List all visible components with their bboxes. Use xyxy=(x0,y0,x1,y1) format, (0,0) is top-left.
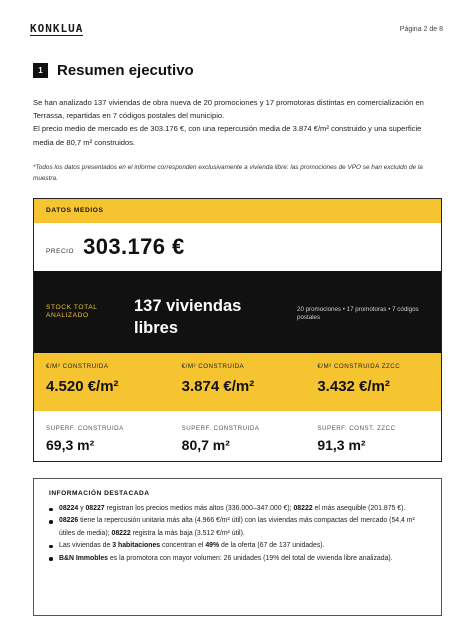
text-span: de la oferta (67 de 137 unidades). xyxy=(219,542,325,550)
stock-label: STOCK TOTAL ANALIZADO xyxy=(46,304,98,319)
section-title: Resumen ejecutivo xyxy=(57,62,194,79)
bold-span: 3 habitaciones xyxy=(112,542,161,550)
metric-value: 3.432 €/m² xyxy=(317,378,390,395)
sample-note: *Todos los datos presentados en el informe corresponden exclusivamente a vivienda libre: las promociones de VPO se han excluido de la muestra. xyxy=(33,164,423,182)
text-span: es la promotora con mayor volumen: 26 unidades (19% del total de vivienda libre analizada). xyxy=(108,554,393,562)
text-span: el más asequible (201.875 €). xyxy=(312,505,406,512)
highlights-list xyxy=(49,503,427,565)
stock-detail: 20 promociones • 17 promotoras • 7 códigos postales xyxy=(297,306,419,321)
intro-paragraph-2: El precio medio de mercado es de 303.176 €, con una repercusión media de 3.874 €/m² construido y una superficie media de 80,7 m² construidos. xyxy=(33,124,422,147)
list-item xyxy=(49,503,427,515)
surface-row xyxy=(34,411,441,461)
price-value: 303.176 € xyxy=(83,234,185,259)
section-number-badge: 1 xyxy=(33,63,48,78)
list-item xyxy=(49,540,427,552)
list-item xyxy=(49,553,427,565)
text-span: Las viviendas de xyxy=(59,542,113,550)
bold-span: 49% xyxy=(205,542,220,550)
postal-code: 08222 xyxy=(293,505,313,512)
stock-row xyxy=(34,271,441,353)
postal-code: 08227 xyxy=(85,505,105,512)
section-heading xyxy=(33,62,194,79)
area-value: 80,7 m² xyxy=(181,437,230,453)
text-span: registra la más baja (3.512 €/m² útil). xyxy=(130,529,245,537)
metric-value: 3.874 €/m² xyxy=(181,378,255,395)
list-item xyxy=(49,515,427,540)
postal-code: 08226 xyxy=(59,517,79,525)
postal-code: 08224 xyxy=(59,505,79,512)
company-logo: KONKLUA xyxy=(30,22,84,35)
text-span: tiene la repercusión unitaria más alta (4.966 €/m² útil) con las viviendas más compactas del mercado (54,4 m² útiles de media); xyxy=(59,517,415,537)
price-row xyxy=(34,223,441,271)
area-cell xyxy=(34,411,170,461)
highlighted-info-box xyxy=(33,478,442,616)
intro-paragraph-1: Se han analizado 137 viviendas de obra nueva de 20 promociones y 17 promotoras distintas en comercialización en Terrassa, repartidas en 7 códigos postales del municipio. xyxy=(33,98,424,121)
metric-label: €/M² CONSTRUIDA ZZCC xyxy=(317,363,401,370)
metric-cell xyxy=(34,353,170,411)
text-span: concentran el xyxy=(160,542,206,550)
area-cell xyxy=(170,411,306,461)
page-number: Página 2 de 8 xyxy=(399,26,443,33)
area-label: SUPERF. CONSTRUIDA xyxy=(46,425,124,432)
price-label: PRECIO xyxy=(46,248,75,255)
area-value: 91,3 m² xyxy=(317,437,366,453)
area-label: SUPERF. CONSTRUIDA xyxy=(181,425,260,432)
area-label: SUPERF. CONST. ZZCC xyxy=(317,425,396,432)
price-per-m2-row xyxy=(34,353,441,411)
stock-value: 137 viviendas libres xyxy=(134,297,242,337)
text-span: y xyxy=(78,505,86,512)
area-value: 69,3 m² xyxy=(46,437,95,453)
info-title: INFORMACIÓN DESTACADA xyxy=(49,490,150,497)
text-span: registran los precios medios más altos (336.000–347.000 €); xyxy=(104,505,294,512)
metric-cell xyxy=(170,353,306,411)
postal-code: 08222 xyxy=(111,529,131,537)
developer-name: B&N Immobles xyxy=(59,554,109,562)
metric-value: 4.520 €/m² xyxy=(46,378,119,395)
area-cell xyxy=(305,411,441,461)
intro-text xyxy=(33,96,443,149)
metric-cell xyxy=(305,353,441,411)
metric-label: €/M² CONSTRUIDA xyxy=(46,363,109,370)
average-data-card xyxy=(33,198,442,462)
card-header: DATOS MEDIOS xyxy=(34,199,441,223)
metric-label: €/M² CONSTRUIDA xyxy=(181,363,245,370)
